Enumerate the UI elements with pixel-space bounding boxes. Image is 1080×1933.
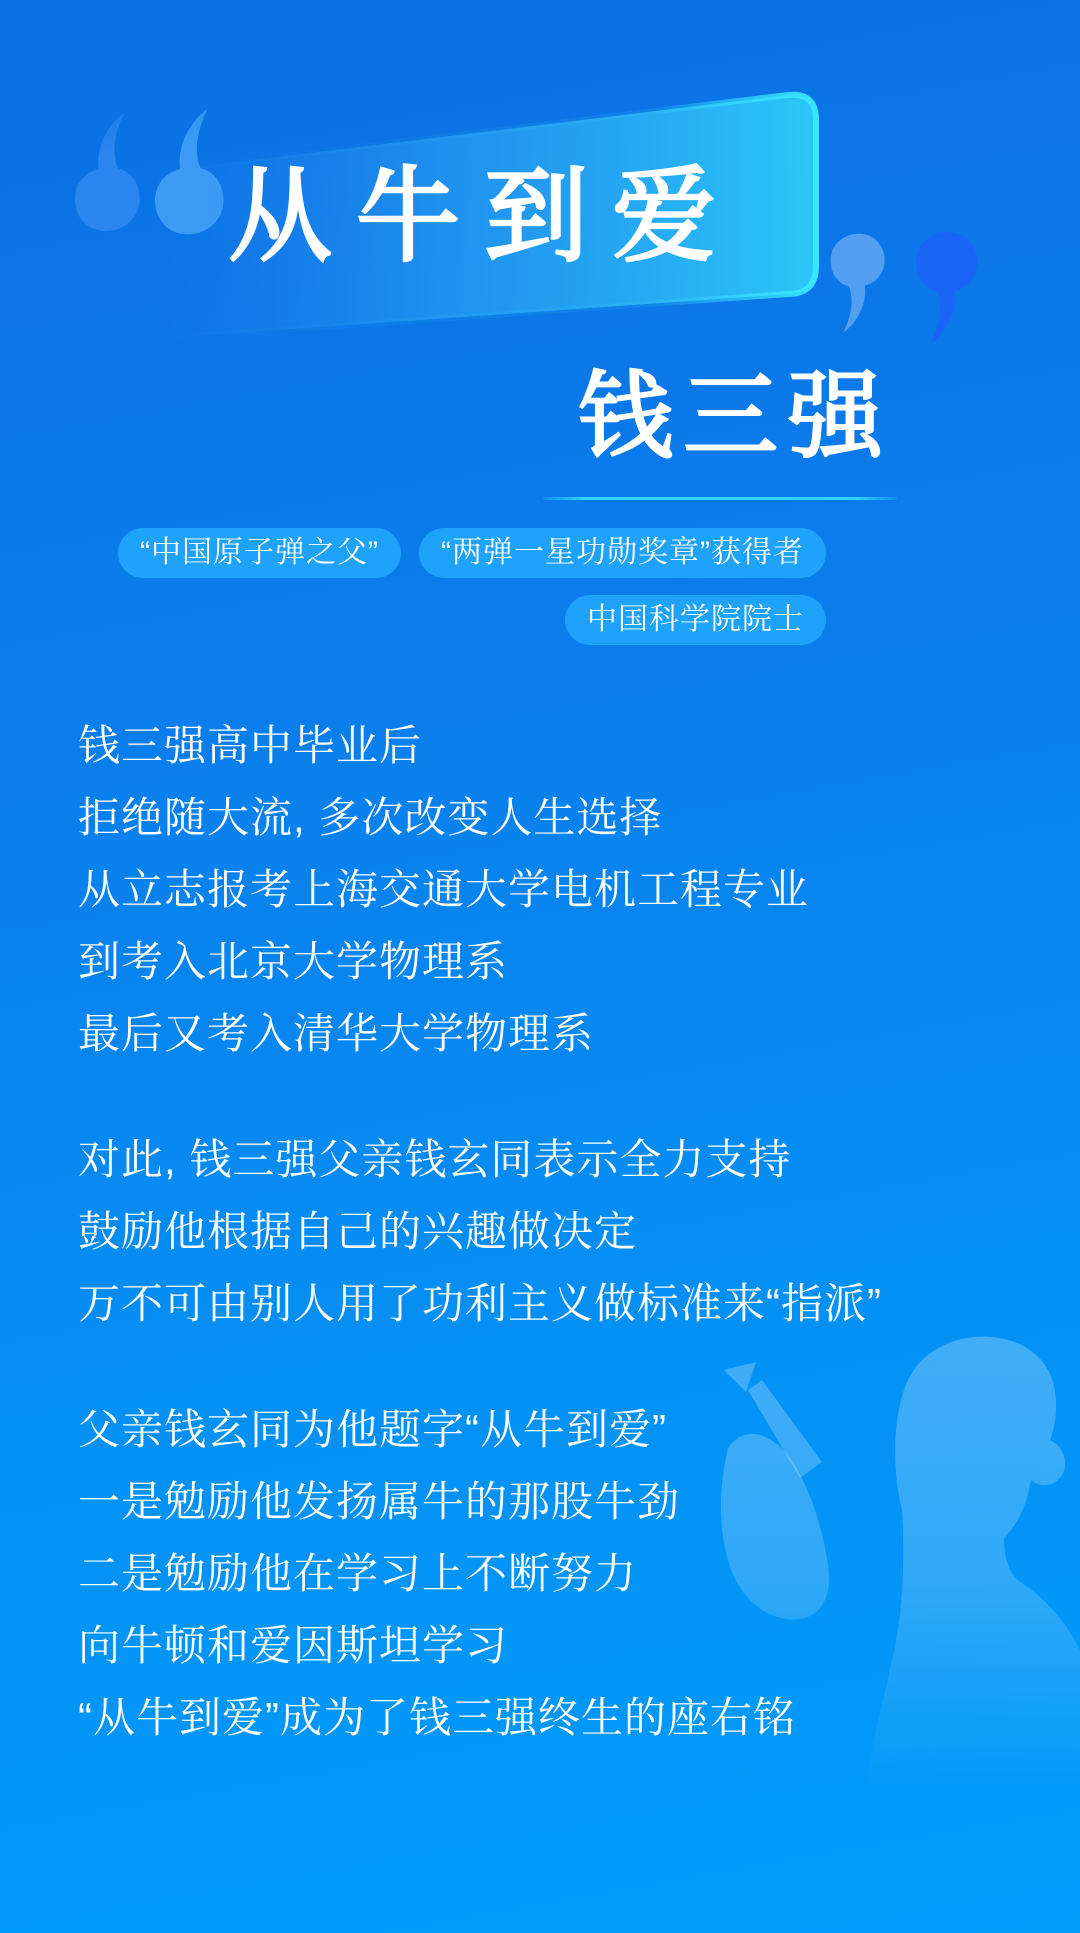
badge-academician: 中国科学院院士 <box>565 595 826 645</box>
body-line: 万不可由别人用了功利主义做标准来“指派” <box>78 1280 882 1327</box>
body-line: 对此, 钱三强父亲钱玄同表示全力支持 <box>78 1136 792 1183</box>
badge-atomic-father: “中国原子弹之父” <box>118 528 401 578</box>
body-line: 一是勉励他发扬属牛的那股牛劲 <box>78 1478 681 1525</box>
paragraph-motto <box>78 1394 1038 1754</box>
body-line: 鼓励他根据自己的兴趣做决定 <box>78 1208 638 1255</box>
body-line: 从立志报考上海交通大学电机工程专业 <box>78 866 810 913</box>
close-quote-icon <box>831 232 978 344</box>
badge-merit-medal: “两弹一星功勋奖章”获得者 <box>419 528 826 578</box>
body-line: 拒绝随大流, 多次改变人生选择 <box>78 794 663 841</box>
body-line: 到考入北京大学物理系 <box>78 938 509 985</box>
body-line: 向牛顿和爱因斯坦学习 <box>78 1622 509 1669</box>
page-title: 从牛到爱 <box>227 160 740 275</box>
body-line: 父亲钱玄同为他题字“从牛到爱” <box>78 1406 667 1453</box>
badge-row-1 <box>118 528 826 578</box>
paragraph-father-support <box>78 1124 1038 1340</box>
paragraph-education <box>78 710 1038 1070</box>
body-line: 二是勉励他在学习上不断努力 <box>78 1550 638 1597</box>
body-line: 钱三强高中毕业后 <box>78 722 423 769</box>
name-underline <box>543 497 897 500</box>
badge-row-2 <box>118 595 826 645</box>
body-text <box>78 710 1038 1808</box>
body-line: “从牛到爱”成为了钱三强终生的座右铭 <box>78 1694 796 1741</box>
badge-group <box>118 528 826 645</box>
body-line: 最后又考入清华大学物理系 <box>78 1010 595 1057</box>
person-name: 钱三强 <box>577 364 893 470</box>
